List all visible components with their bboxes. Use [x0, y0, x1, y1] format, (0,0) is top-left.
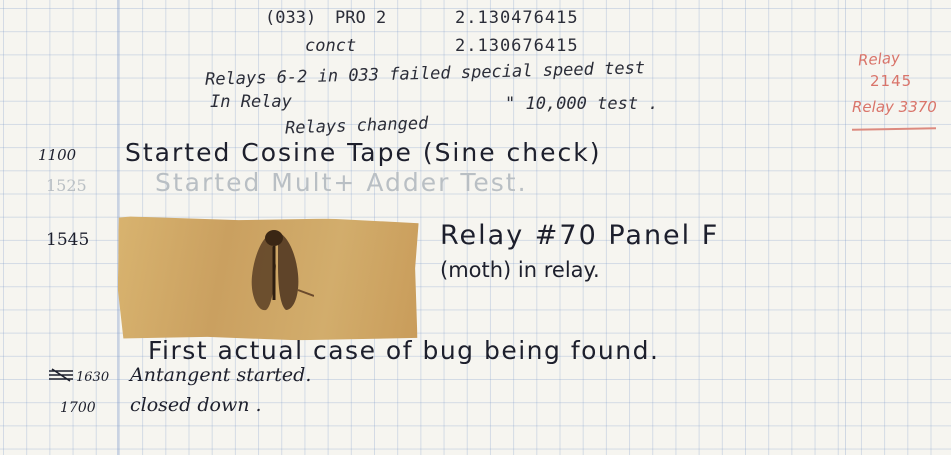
- entry-1100-text: Started Cosine Tape (Sine check): [125, 138, 602, 167]
- time-1545: 1545: [46, 230, 90, 250]
- bug-line: First actual case of bug being found.: [148, 336, 660, 365]
- side-note-line-1: Relay: [857, 48, 901, 70]
- log-line-2-value: 2.130676415: [455, 36, 579, 56]
- log-line-4-left: In Relay: [210, 92, 292, 112]
- log-line-5: Relays changed: [284, 113, 429, 139]
- scribble-mark: [48, 368, 74, 382]
- log-line-3: Relays 6-2 in 033 failed special speed test: [204, 58, 646, 90]
- right-margin-line: [845, 0, 846, 455]
- moth-icon: [244, 226, 314, 318]
- log-line-4-right: " 10,000 test .: [505, 94, 659, 114]
- time-1700: 1700: [60, 400, 96, 416]
- entry-1630-text: Antangent started.: [130, 364, 312, 386]
- side-note-line-2: 2145: [870, 72, 913, 90]
- time-1630: 1630: [76, 370, 110, 385]
- log-line-1-label: (033): [265, 8, 317, 28]
- log-line-2-label: conct: [305, 36, 357, 56]
- entry-1545-line-1: Relay #70 Panel F: [440, 220, 720, 251]
- time-1525: 1525: [46, 176, 87, 195]
- entry-1545-line-2: (moth) in relay.: [440, 258, 600, 282]
- time-1100: 1100: [38, 146, 77, 164]
- entry-1700-text: closed down .: [130, 394, 262, 416]
- log-line-1-register: PRO 2: [335, 8, 387, 28]
- side-note-line-3: Relay 3370: [852, 98, 937, 116]
- log-line-1-value: 2.130476415: [455, 8, 579, 28]
- entry-1525-text: Started Mult+ Adder Test.: [155, 168, 528, 197]
